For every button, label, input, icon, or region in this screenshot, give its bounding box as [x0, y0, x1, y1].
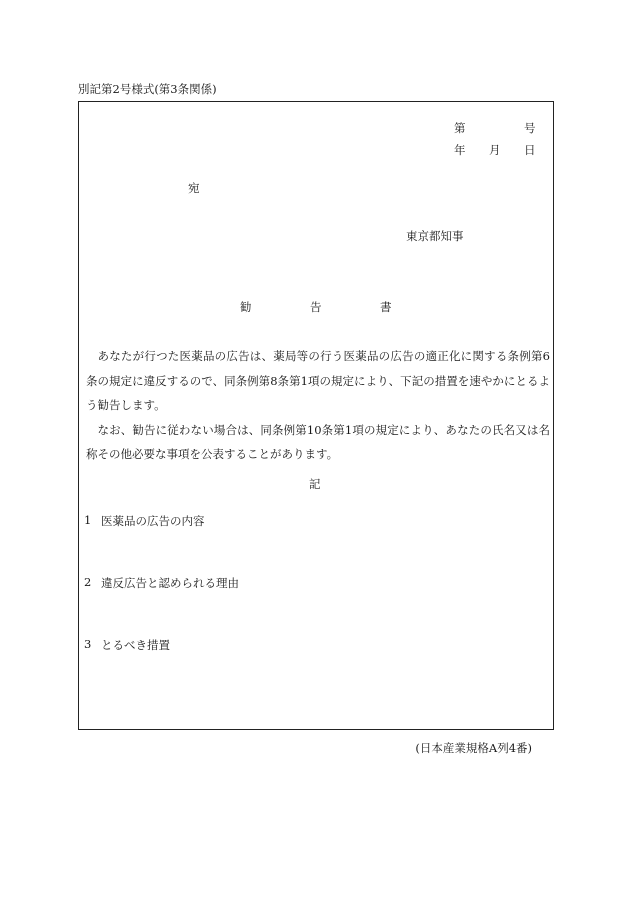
item-3-number: 3 — [84, 637, 92, 651]
paper-size-note: (日本産業規格A列4番) — [415, 741, 532, 755]
month-label: 月 — [489, 143, 501, 157]
item-1-number: 1 — [84, 513, 92, 527]
record-heading: 記 — [309, 477, 321, 491]
day-label: 日 — [524, 143, 536, 157]
item-1-label: 医薬品の広告の内容 — [101, 514, 205, 528]
item-3-label: とるべき措置 — [101, 638, 170, 652]
body-paragraph-2: なお、勧告に従わない場合は、同条例第10条第1項の規定により、あなたの氏名又は名称その他必要な事項を公表することがあります。 — [86, 422, 550, 461]
title-char-1: 勧 — [240, 300, 252, 314]
addressee-suffix: 宛 — [188, 181, 200, 195]
item-2-label: 違反広告と認められる理由 — [101, 576, 239, 590]
number-prefix: 第 — [454, 121, 466, 135]
number-suffix: 号 — [524, 121, 536, 135]
form-label: 別記第2号様式(第3条関係) — [78, 82, 217, 96]
issuer-name: 東京都知事 — [406, 229, 464, 243]
title-char-3: 書 — [380, 300, 392, 314]
body-paragraph-1: あなたが行つた医薬品の広告は、薬局等の行う医薬品の広告の適正化に関する条例第6条の規定に違反するので、同条例第8条第1項の規定により、下記の措置を速やかにとるよう勧告します。 — [86, 349, 550, 412]
title-char-2: 告 — [310, 300, 322, 314]
year-label: 年 — [454, 143, 466, 157]
body-text — [86, 344, 550, 467]
item-2-number: 2 — [84, 575, 92, 589]
